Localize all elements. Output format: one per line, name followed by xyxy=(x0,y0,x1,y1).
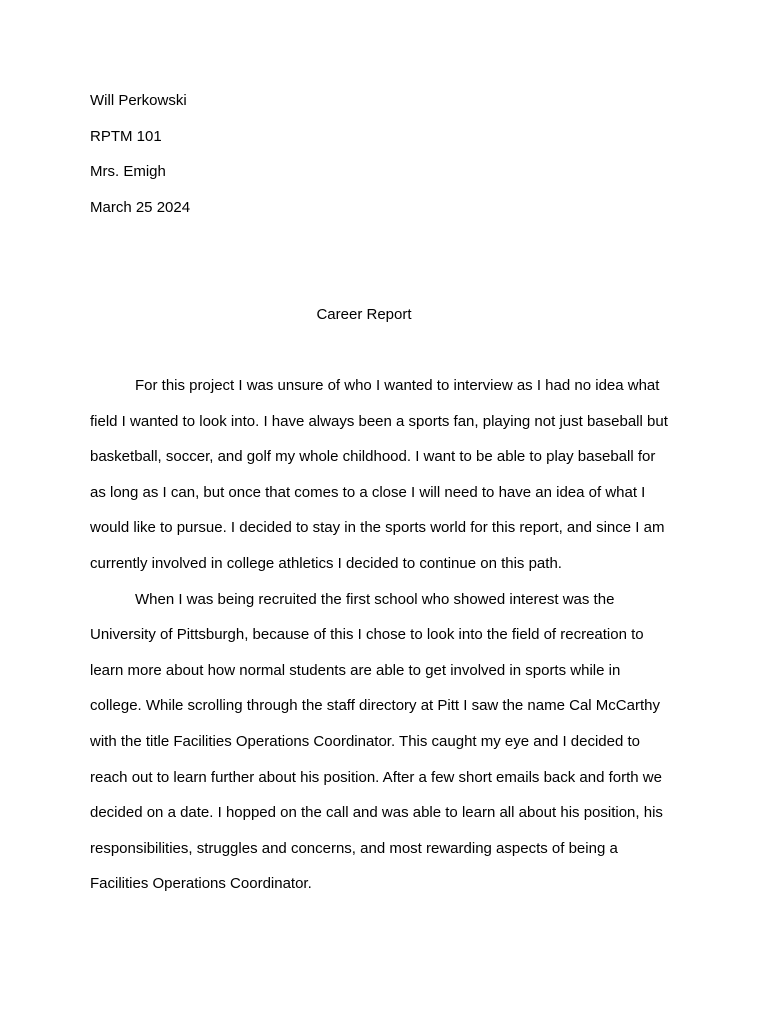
document-date: March 25 2024 xyxy=(90,198,191,216)
paragraph-1-line-5: would like to pursue. I decided to stay in the sports world for this report, and since I am xyxy=(90,519,665,537)
document-title: Career Report xyxy=(316,306,412,323)
paragraph-2-line-6: reach out to learn further about his position. After a few short emails back and forth we xyxy=(90,768,662,786)
paragraph-2-line-7: decided on a date. I hopped on the call and was able to learn all about his position, his xyxy=(90,804,663,822)
paragraph-2-line-9: Facilities Operations Coordinator. xyxy=(90,875,312,893)
paragraph-2-line-2: University of Pittsburgh, because of this I chose to look into the field of recreation to xyxy=(90,626,644,644)
paragraph-2-line-1: When I was being recruited the first school who showed interest was the xyxy=(135,590,615,608)
document-header xyxy=(90,92,690,234)
paragraph-2-line-3: learn more about how normal students are able to get involved in sports while in xyxy=(90,661,621,679)
course-code: RPTM 101 xyxy=(90,127,162,145)
paragraph-1-line-3: basketball, soccer, and golf my whole childhood. I want to be able to play baseball for xyxy=(90,448,656,466)
paragraph-1-line-6: currently involved in college athletics I decided to continue on this path. xyxy=(90,554,562,572)
paragraph-2-line-5: with the title Facilities Operations Coordinator. This caught my eye and I decided to xyxy=(90,732,641,750)
paragraph-1-line-1: For this project I was unsure of who I wanted to interview as I had no idea what xyxy=(135,377,660,394)
author-name: Will Perkowski xyxy=(90,92,187,109)
paragraph-2-line-8: responsibilities, struggles and concerns, and most rewarding aspects of being a xyxy=(90,839,618,857)
document-body xyxy=(90,377,690,911)
instructor-name: Mrs. Emigh xyxy=(90,163,166,180)
paragraph-1-line-4: as long as I can, but once that comes to a close I will need to have an idea of what I xyxy=(90,483,646,501)
paragraph-2-line-4: college. While scrolling through the staff directory at Pitt I saw the name Cal McCarthy xyxy=(90,697,660,715)
paragraph-1-line-2: field I wanted to look into. I have always been a sports fan, playing not just baseball but xyxy=(90,412,668,430)
